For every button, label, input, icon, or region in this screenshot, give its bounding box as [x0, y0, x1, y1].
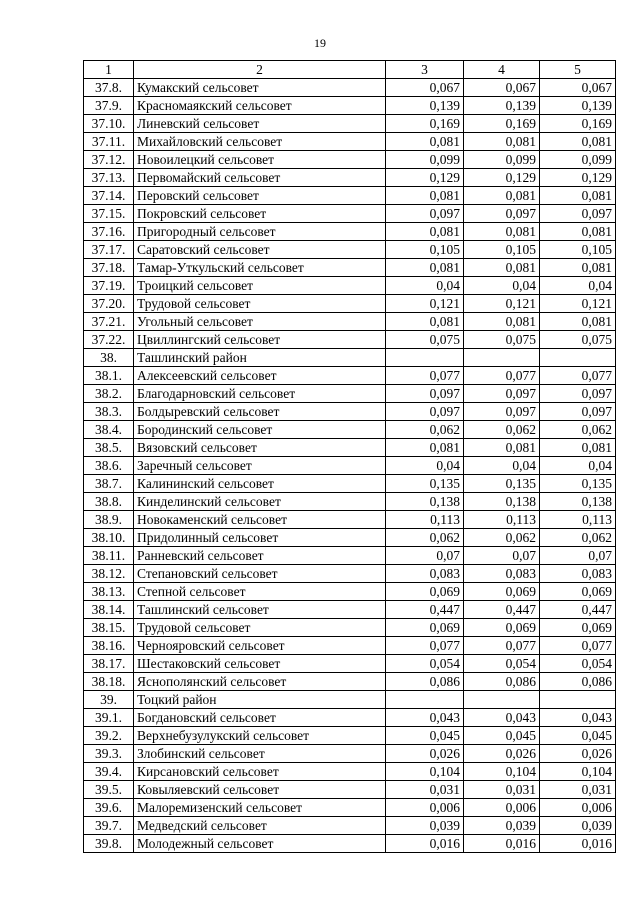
row-value-col4-cell: 0,081: [464, 187, 540, 205]
row-value-col4-cell: 0,016: [464, 835, 540, 853]
row-number-cell: 38.10.: [84, 529, 134, 547]
table-row: [84, 331, 616, 349]
row-value-col3-cell: 0,081: [386, 313, 464, 331]
row-value-col5-cell: [540, 349, 616, 367]
row-value-col4-cell: 0,077: [464, 367, 540, 385]
row-value-col3-cell: 0,139: [386, 97, 464, 115]
row-value-col5-cell: [540, 691, 616, 709]
row-name-cell: Яснополянский сельсовет: [134, 673, 386, 691]
row-value-col5-cell: 0,069: [540, 583, 616, 601]
row-value-col3-cell: 0,447: [386, 601, 464, 619]
row-number-cell: 37.11.: [84, 133, 134, 151]
row-number-cell: 39.5.: [84, 781, 134, 799]
row-value-col4-cell: 0,039: [464, 817, 540, 835]
row-value-col3-cell: 0,169: [386, 115, 464, 133]
row-name-cell: Болдыревский сельсовет: [134, 403, 386, 421]
row-value-col3-cell: 0,016: [386, 835, 464, 853]
row-name-cell: Калининский сельсовет: [134, 475, 386, 493]
row-value-col3-cell: 0,121: [386, 295, 464, 313]
row-value-col5-cell: 0,04: [540, 277, 616, 295]
row-number-cell: 37.13.: [84, 169, 134, 187]
row-name-cell: Злобинский сельсовет: [134, 745, 386, 763]
row-number-cell: 37.15.: [84, 205, 134, 223]
row-value-col4-cell: 0,081: [464, 223, 540, 241]
table-row: [84, 565, 616, 583]
row-value-col4-cell: 0,075: [464, 331, 540, 349]
row-number-cell: 38.17.: [84, 655, 134, 673]
table-row: [84, 691, 616, 709]
row-name-cell: Перовский сельсовет: [134, 187, 386, 205]
row-value-col5-cell: 0,026: [540, 745, 616, 763]
table-row: [84, 241, 616, 259]
row-number-cell: 37.9.: [84, 97, 134, 115]
row-number-cell: 37.17.: [84, 241, 134, 259]
table-row: [84, 439, 616, 457]
row-value-col4-cell: 0,04: [464, 277, 540, 295]
header-cell-5: 5: [540, 61, 616, 79]
row-number-cell: 38.3.: [84, 403, 134, 421]
row-number-cell: 39.2.: [84, 727, 134, 745]
row-value-col3-cell: 0,062: [386, 529, 464, 547]
row-name-cell: Заречный сельсовет: [134, 457, 386, 475]
row-value-col5-cell: 0,097: [540, 205, 616, 223]
table-row: [84, 727, 616, 745]
row-number-cell: 39.6.: [84, 799, 134, 817]
row-number-cell: 38.4.: [84, 421, 134, 439]
row-number-cell: 38.9.: [84, 511, 134, 529]
row-name-cell: Новоилецкий сельсовет: [134, 151, 386, 169]
row-value-col5-cell: 0,097: [540, 403, 616, 421]
table-row: [84, 277, 616, 295]
row-value-col5-cell: 0,043: [540, 709, 616, 727]
row-name-cell: Кинделинский сельсовет: [134, 493, 386, 511]
row-number-cell: 38.13.: [84, 583, 134, 601]
row-number-cell: 39.1.: [84, 709, 134, 727]
row-value-col3-cell: 0,097: [386, 403, 464, 421]
row-name-cell: Михайловский сельсовет: [134, 133, 386, 151]
row-value-col4-cell: 0,097: [464, 403, 540, 421]
row-value-col4-cell: 0,169: [464, 115, 540, 133]
row-value-col3-cell: 0,083: [386, 565, 464, 583]
row-value-col4-cell: 0,121: [464, 295, 540, 313]
row-value-col4-cell: 0,097: [464, 385, 540, 403]
table-row: [84, 169, 616, 187]
row-name-cell: Шестаковский сельсовет: [134, 655, 386, 673]
table-row: [84, 421, 616, 439]
row-name-cell: Степановский сельсовет: [134, 565, 386, 583]
row-number-cell: 38.15.: [84, 619, 134, 637]
table-row: [84, 187, 616, 205]
header-cell-3: 3: [386, 61, 464, 79]
row-name-cell: Благодарновский сельсовет: [134, 385, 386, 403]
table-row: [84, 457, 616, 475]
table-row: [84, 475, 616, 493]
row-name-cell: Придолинный сельсовет: [134, 529, 386, 547]
row-name-cell: Молодежный сельсовет: [134, 835, 386, 853]
row-value-col5-cell: 0,07: [540, 547, 616, 565]
row-value-col3-cell: 0,129: [386, 169, 464, 187]
row-value-col3-cell: 0,104: [386, 763, 464, 781]
row-value-col3-cell: [386, 691, 464, 709]
table-row: [84, 259, 616, 277]
row-number-cell: 38.5.: [84, 439, 134, 457]
row-number-cell: 37.20.: [84, 295, 134, 313]
row-name-cell: Первомайский сельсовет: [134, 169, 386, 187]
row-value-col3-cell: 0,075: [386, 331, 464, 349]
row-value-col3-cell: 0,062: [386, 421, 464, 439]
row-value-col3-cell: 0,04: [386, 457, 464, 475]
row-name-cell: Тоцкий район: [134, 691, 386, 709]
row-value-col4-cell: 0,129: [464, 169, 540, 187]
table-row: [84, 313, 616, 331]
table-row: [84, 763, 616, 781]
row-value-col4-cell: 0,086: [464, 673, 540, 691]
table-row: [84, 529, 616, 547]
row-value-col5-cell: 0,097: [540, 385, 616, 403]
table-row: [84, 97, 616, 115]
row-number-cell: 39.4.: [84, 763, 134, 781]
table-row: [84, 367, 616, 385]
row-name-cell: Малоремизенский сельсовет: [134, 799, 386, 817]
table-row: [84, 403, 616, 421]
row-value-col5-cell: 0,083: [540, 565, 616, 583]
row-value-col3-cell: [386, 349, 464, 367]
row-value-col4-cell: 0,069: [464, 583, 540, 601]
row-number-cell: 37.8.: [84, 79, 134, 97]
row-value-col5-cell: 0,138: [540, 493, 616, 511]
table-row: [84, 781, 616, 799]
row-value-col3-cell: 0,077: [386, 637, 464, 655]
row-value-col4-cell: 0,104: [464, 763, 540, 781]
row-value-col5-cell: 0,447: [540, 601, 616, 619]
row-number-cell: 38.8.: [84, 493, 134, 511]
row-name-cell: Красномаякский сельсовет: [134, 97, 386, 115]
row-value-col4-cell: 0,081: [464, 259, 540, 277]
row-value-col3-cell: 0,135: [386, 475, 464, 493]
table-row: [84, 493, 616, 511]
row-name-cell: Новокаменский сельсовет: [134, 511, 386, 529]
page-number: 19: [314, 36, 326, 50]
row-number-cell: 37.16.: [84, 223, 134, 241]
row-value-col4-cell: 0,113: [464, 511, 540, 529]
row-value-col5-cell: 0,006: [540, 799, 616, 817]
row-name-cell: Линевский сельсовет: [134, 115, 386, 133]
row-value-col4-cell: 0,067: [464, 79, 540, 97]
row-value-col5-cell: 0,086: [540, 673, 616, 691]
row-name-cell: Трудовой сельсовет: [134, 619, 386, 637]
row-name-cell: Верхнебузулукский сельсовет: [134, 727, 386, 745]
row-value-col4-cell: 0,062: [464, 421, 540, 439]
row-name-cell: Саратовский сельсовет: [134, 241, 386, 259]
row-value-col5-cell: 0,099: [540, 151, 616, 169]
row-value-col3-cell: 0,099: [386, 151, 464, 169]
row-number-cell: 38.2.: [84, 385, 134, 403]
row-value-col3-cell: 0,045: [386, 727, 464, 745]
header-cell-4: 4: [464, 61, 540, 79]
row-value-col5-cell: 0,016: [540, 835, 616, 853]
row-name-cell: Тамар-Уткульский сельсовет: [134, 259, 386, 277]
row-value-col5-cell: 0,104: [540, 763, 616, 781]
row-value-col3-cell: 0,04: [386, 277, 464, 295]
row-value-col3-cell: 0,077: [386, 367, 464, 385]
row-value-col3-cell: 0,069: [386, 583, 464, 601]
row-number-cell: 38.16.: [84, 637, 134, 655]
row-value-col4-cell: 0,04: [464, 457, 540, 475]
table-row: [84, 817, 616, 835]
table-row: [84, 673, 616, 691]
row-number-cell: 37.10.: [84, 115, 134, 133]
row-value-col3-cell: 0,006: [386, 799, 464, 817]
row-value-col4-cell: 0,138: [464, 493, 540, 511]
row-number-cell: 38.1.: [84, 367, 134, 385]
row-value-col5-cell: 0,081: [540, 133, 616, 151]
row-value-col5-cell: 0,077: [540, 367, 616, 385]
row-value-col3-cell: 0,081: [386, 133, 464, 151]
row-name-cell: Угольный сельсовет: [134, 313, 386, 331]
table-row: [84, 223, 616, 241]
row-value-col5-cell: 0,04: [540, 457, 616, 475]
row-value-col5-cell: 0,169: [540, 115, 616, 133]
row-value-col4-cell: 0,069: [464, 619, 540, 637]
table-header-row: [84, 61, 616, 79]
row-name-cell: Бородинский сельсовет: [134, 421, 386, 439]
row-value-col3-cell: 0,07: [386, 547, 464, 565]
row-value-col4-cell: 0,135: [464, 475, 540, 493]
row-number-cell: 38.7.: [84, 475, 134, 493]
row-number-cell: 38.14.: [84, 601, 134, 619]
row-value-col3-cell: 0,067: [386, 79, 464, 97]
row-value-col3-cell: 0,105: [386, 241, 464, 259]
row-value-col3-cell: 0,054: [386, 655, 464, 673]
table-row: [84, 295, 616, 313]
row-value-col3-cell: 0,097: [386, 205, 464, 223]
row-name-cell: Ташлинский район: [134, 349, 386, 367]
row-value-col5-cell: 0,139: [540, 97, 616, 115]
table-row: [84, 835, 616, 853]
row-value-col5-cell: 0,081: [540, 223, 616, 241]
table-row: [84, 619, 616, 637]
row-value-col3-cell: 0,043: [386, 709, 464, 727]
row-value-col4-cell: 0,077: [464, 637, 540, 655]
row-name-cell: Чернояровский сельсовет: [134, 637, 386, 655]
row-value-col3-cell: 0,081: [386, 187, 464, 205]
row-value-col3-cell: 0,026: [386, 745, 464, 763]
table-row: [84, 799, 616, 817]
row-value-col5-cell: 0,062: [540, 421, 616, 439]
row-name-cell: Цвиллингский сельсовет: [134, 331, 386, 349]
row-value-col5-cell: 0,031: [540, 781, 616, 799]
row-number-cell: 37.21.: [84, 313, 134, 331]
row-number-cell: 37.12.: [84, 151, 134, 169]
row-number-cell: 39.: [84, 691, 134, 709]
row-value-col4-cell: 0,083: [464, 565, 540, 583]
row-value-col4-cell: 0,097: [464, 205, 540, 223]
row-name-cell: Кирсановский сельсовет: [134, 763, 386, 781]
row-value-col3-cell: 0,113: [386, 511, 464, 529]
row-value-col3-cell: 0,039: [386, 817, 464, 835]
row-value-col5-cell: 0,113: [540, 511, 616, 529]
row-value-col4-cell: 0,105: [464, 241, 540, 259]
row-value-col4-cell: 0,081: [464, 313, 540, 331]
table-row: [84, 655, 616, 673]
table-row: [84, 547, 616, 565]
row-name-cell: Трудовой сельсовет: [134, 295, 386, 313]
row-number-cell: 38.18.: [84, 673, 134, 691]
row-value-col4-cell: [464, 691, 540, 709]
row-name-cell: Троицкий сельсовет: [134, 277, 386, 295]
row-value-col5-cell: 0,105: [540, 241, 616, 259]
row-value-col5-cell: 0,135: [540, 475, 616, 493]
row-number-cell: 38.6.: [84, 457, 134, 475]
row-number-cell: 39.3.: [84, 745, 134, 763]
row-value-col4-cell: 0,139: [464, 97, 540, 115]
row-value-col3-cell: 0,081: [386, 439, 464, 457]
row-value-col5-cell: 0,081: [540, 259, 616, 277]
row-value-col4-cell: 0,006: [464, 799, 540, 817]
row-number-cell: 37.18.: [84, 259, 134, 277]
row-name-cell: Кумакский сельсовет: [134, 79, 386, 97]
row-value-col4-cell: [464, 349, 540, 367]
row-value-col4-cell: 0,054: [464, 655, 540, 673]
row-value-col4-cell: 0,031: [464, 781, 540, 799]
row-value-col4-cell: 0,062: [464, 529, 540, 547]
header-cell-1: 1: [84, 61, 134, 79]
table-row: [84, 583, 616, 601]
row-name-cell: Степной сельсовет: [134, 583, 386, 601]
row-value-col4-cell: 0,099: [464, 151, 540, 169]
row-value-col4-cell: 0,07: [464, 547, 540, 565]
row-value-col5-cell: 0,081: [540, 313, 616, 331]
row-value-col3-cell: 0,097: [386, 385, 464, 403]
row-number-cell: 37.19.: [84, 277, 134, 295]
row-value-col5-cell: 0,129: [540, 169, 616, 187]
row-number-cell: 38.11.: [84, 547, 134, 565]
table-row: [84, 745, 616, 763]
row-value-col5-cell: 0,067: [540, 79, 616, 97]
row-value-col3-cell: 0,081: [386, 223, 464, 241]
table-row: [84, 709, 616, 727]
table-row: [84, 349, 616, 367]
table-body: [84, 61, 616, 853]
row-value-col5-cell: 0,077: [540, 637, 616, 655]
table-row: [84, 601, 616, 619]
row-value-col4-cell: 0,081: [464, 133, 540, 151]
row-name-cell: Вязовский сельсовет: [134, 439, 386, 457]
table-row: [84, 511, 616, 529]
row-value-col3-cell: 0,069: [386, 619, 464, 637]
row-name-cell: Медведский сельсовет: [134, 817, 386, 835]
row-value-col5-cell: 0,054: [540, 655, 616, 673]
row-value-col5-cell: 0,069: [540, 619, 616, 637]
row-name-cell: Покровский сельсовет: [134, 205, 386, 223]
row-value-col5-cell: 0,075: [540, 331, 616, 349]
table-row: [84, 151, 616, 169]
row-name-cell: Пригородный сельсовет: [134, 223, 386, 241]
row-value-col5-cell: 0,121: [540, 295, 616, 313]
table-row: [84, 637, 616, 655]
row-value-col4-cell: 0,081: [464, 439, 540, 457]
row-value-col4-cell: 0,043: [464, 709, 540, 727]
row-name-cell: Алексеевский сельсовет: [134, 367, 386, 385]
row-value-col4-cell: 0,447: [464, 601, 540, 619]
table-row: [84, 205, 616, 223]
table-row: [84, 79, 616, 97]
row-value-col4-cell: 0,045: [464, 727, 540, 745]
row-number-cell: 38.12.: [84, 565, 134, 583]
row-value-col3-cell: 0,081: [386, 259, 464, 277]
data-table: [83, 60, 616, 853]
row-value-col5-cell: 0,062: [540, 529, 616, 547]
header-cell-2: 2: [134, 61, 386, 79]
table-row: [84, 385, 616, 403]
row-number-cell: 38.: [84, 349, 134, 367]
row-number-cell: 39.8.: [84, 835, 134, 853]
table-row: [84, 133, 616, 151]
row-number-cell: 39.7.: [84, 817, 134, 835]
row-value-col3-cell: 0,086: [386, 673, 464, 691]
row-value-col5-cell: 0,039: [540, 817, 616, 835]
row-name-cell: Ранневский сельсовет: [134, 547, 386, 565]
row-number-cell: 37.14.: [84, 187, 134, 205]
row-name-cell: Ковыляевский сельсовет: [134, 781, 386, 799]
row-value-col3-cell: 0,031: [386, 781, 464, 799]
row-number-cell: 37.22.: [84, 331, 134, 349]
row-value-col5-cell: 0,045: [540, 727, 616, 745]
row-name-cell: Богдановский сельсовет: [134, 709, 386, 727]
row-value-col4-cell: 0,026: [464, 745, 540, 763]
row-value-col3-cell: 0,138: [386, 493, 464, 511]
row-value-col5-cell: 0,081: [540, 439, 616, 457]
table-row: [84, 115, 616, 133]
row-value-col5-cell: 0,081: [540, 187, 616, 205]
row-name-cell: Ташлинский сельсовет: [134, 601, 386, 619]
